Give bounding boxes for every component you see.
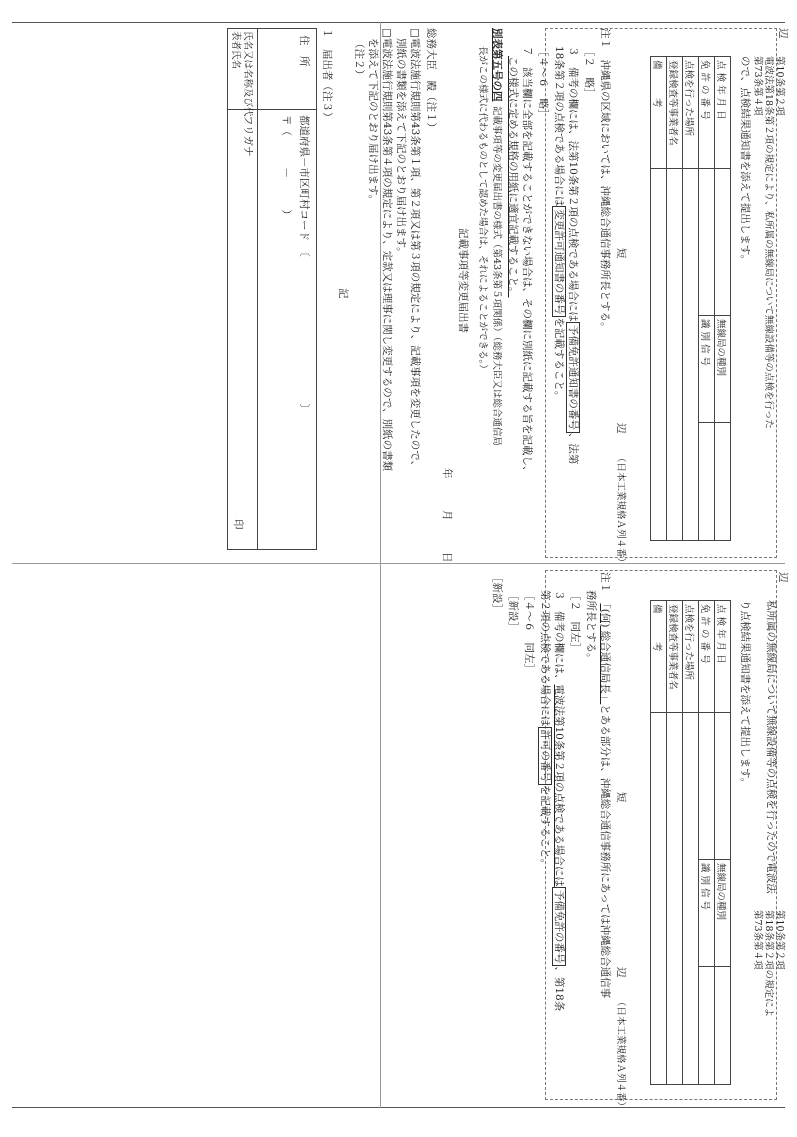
lower-note-3-cont xyxy=(538,590,551,869)
upper-note-3-b: 予備免許通知書の番号 xyxy=(566,322,580,433)
furigana-label: フリガナ xyxy=(242,115,254,157)
form4-heading: 記載事項等変更届出書 xyxy=(457,228,469,333)
upper-note-3-f: を記載すること。 xyxy=(553,317,565,402)
lower-note-1 xyxy=(598,572,611,998)
table-cell: 免 許 の 番 号 xyxy=(699,601,715,713)
table-cell: 登録検査等事業者名 xyxy=(667,601,683,713)
table-row xyxy=(699,57,715,541)
upper-note-4: ［４～６ 略］ xyxy=(537,46,549,120)
lower-note-4: ［４～６ 同左］ xyxy=(523,590,535,674)
form4-note-2: （注２） xyxy=(353,38,365,80)
table-cell xyxy=(699,967,715,1085)
applicant-table xyxy=(227,28,317,550)
upper-short-side: 短 xyxy=(615,248,627,259)
table-row xyxy=(715,57,731,541)
form4-check-1b: 別紙の書類を添えて下記のとおり届け出ます。 xyxy=(395,38,407,258)
table-cell xyxy=(651,169,667,541)
lower-intro-cont: り点検結果通知書を添えて提出します。 xyxy=(739,600,751,789)
seal-mark: 印 xyxy=(232,519,244,530)
upper-form xyxy=(17,28,787,593)
table-cell xyxy=(715,169,731,316)
lower-note-3-b: 電波法第10条第２項の点検である場合には xyxy=(553,684,565,887)
table-row xyxy=(667,601,683,1085)
table-cell: 登録検査等事業者名 xyxy=(667,57,683,169)
table-cell xyxy=(651,713,667,1085)
form4-check-1: □電波法施行規則第43条第１項、第２項又は第３項の規定により、記載事項を変更したので、 xyxy=(409,28,421,472)
upper-long-side-top: 辺 xyxy=(777,28,789,39)
table-cell xyxy=(667,713,683,1085)
upper-jis: （日本工業規格Ａ列４番） xyxy=(615,453,626,568)
table-cell: 点 検 年 月 日 xyxy=(715,601,731,713)
address-label: 住 所 xyxy=(298,35,310,67)
table-cell: 点 検 年 月 日 xyxy=(715,57,731,169)
postal-code: 〒（ － ） xyxy=(280,115,292,220)
table-cell xyxy=(715,423,731,541)
form4-subtitle-2: 長がこの様式に代わるものとして認めた場合は、それによることができる。） xyxy=(477,46,488,374)
upper-note-7: ７ 該当欄に全部を記載することができない場合は、その欄に別紙に記載する旨を記載し、 xyxy=(521,46,533,477)
table-cell: 無線局の種別 xyxy=(715,860,731,967)
table-cell xyxy=(683,169,699,541)
top-rule xyxy=(12,22,785,23)
upper-note-3-e: 変更許可通知書の番号 xyxy=(552,206,566,317)
lower-new-1: ［新設］ xyxy=(507,590,519,632)
form4-date: 年 月 日 xyxy=(441,468,453,563)
lower-note-3-f: 許可の番号 xyxy=(538,727,552,786)
pref-code: 都道府県－市区町村コード 〔 〕 xyxy=(298,115,310,415)
table-cell: 免 許 の 番 号 xyxy=(699,57,715,169)
upper-note-3-a: ３ 備考の欄には、法第10条第２項の点検である場合には xyxy=(567,46,579,322)
lower-intro: 私所属の無線局について無線設備等の点検を行ったので電波法 xyxy=(765,600,777,894)
table-cell: 識 別 信 号 xyxy=(699,316,715,423)
lower-note-3-g: を記載すること。 xyxy=(539,785,551,869)
upper-note-3 xyxy=(566,46,579,464)
table-cell xyxy=(715,713,731,860)
lower-form xyxy=(17,572,787,1137)
table-cell xyxy=(699,423,715,541)
upper-note-3-c: 、法第 xyxy=(567,432,579,465)
form4-item-1: １ 届出者（注３） xyxy=(321,28,333,123)
upper-note-7-cont: この様式に定める規格の用紙に適宜記載すること。 xyxy=(507,56,519,298)
table-cell xyxy=(667,169,683,541)
form4-check-2b: を添えて下記のとおり届け出ます。 xyxy=(367,38,379,206)
name-label-1: 氏名又は名称及び代 xyxy=(242,31,253,117)
table-cell: 点検を行った場所 xyxy=(683,601,699,713)
lower-check-table xyxy=(650,600,731,1085)
lower-long-side-top: 辺 xyxy=(777,572,789,583)
lower-note-3-d: 、第18条 xyxy=(553,966,565,1012)
lower-note-3 xyxy=(552,590,565,1011)
lower-note-3-a: ３ 備考の欄には、 xyxy=(553,590,565,685)
table-cell xyxy=(683,713,699,1085)
table-row xyxy=(683,57,699,541)
lower-note-3-e: 第２項の点検である場合には xyxy=(539,590,551,727)
upper-intro-law: 第10条第２項 電波法第18条第２項の規定により、私所属の無線局について無線設備等の点検を行った 第73条第４項 xyxy=(752,56,785,429)
table-row xyxy=(651,601,667,1085)
name-label-2: 表者氏名 xyxy=(230,31,241,70)
upper-note-2: ［２ 略］ xyxy=(583,46,595,99)
form4-ki: 記 xyxy=(337,288,349,299)
form4-minister: 総務大臣 殿（注１） xyxy=(425,28,437,133)
lower-note-1-c: とある部分は、沖縄総合通信事務所にあっては沖縄総合通信事 xyxy=(599,704,611,999)
table-cell: 点検を行った場所 xyxy=(683,57,699,169)
lower-new-2: ［新設］ xyxy=(491,572,503,614)
upper-note-1: 注１ 沖縄県の区域においては、沖縄総合通信事務所長とする。 xyxy=(599,28,611,333)
table-cell: 備 考 xyxy=(651,601,667,713)
table-cell: 備 考 xyxy=(651,57,667,169)
form4-title: 別表第五号の四 xyxy=(491,28,503,102)
table-cell: 識 別 信 号 xyxy=(699,860,715,967)
lower-note-3-c: 予備免許の番号 xyxy=(552,887,566,967)
lower-jis: （日本工業規格Ａ列４番） xyxy=(615,997,626,1112)
form4-subtitle: 記載事項等の変更届出書の様式（第43条第５項関係）（総務大臣又は総合通信局 xyxy=(491,106,502,446)
table-cell xyxy=(715,967,731,1085)
lower-intro-law: 第10条第２項 第18条第２項の規定によ 第73条第４項 xyxy=(752,910,785,1018)
lower-note-1-d: 務所長とする。 xyxy=(585,590,597,664)
table-row xyxy=(715,601,731,1085)
table-row xyxy=(667,57,683,541)
table-cell xyxy=(699,169,715,316)
lower-note-1-a: 注１ xyxy=(599,572,611,593)
lower-note-1-b: 「(何) 総合通信局長」 xyxy=(599,603,611,705)
upper-long-side: 辺 xyxy=(615,423,627,434)
table-cell: 無線局の種別 xyxy=(715,316,731,423)
lower-long-side: 辺 xyxy=(615,967,627,978)
lower-short-side: 短 xyxy=(615,792,627,803)
table-row xyxy=(699,601,715,1085)
form4-check-2: □電波法施行規則第43条第４項の規定により、定款又は理事に関し変更するので、別紙の書類 xyxy=(381,28,393,472)
table-row xyxy=(651,57,667,541)
table-cell xyxy=(699,713,715,860)
table-row xyxy=(683,601,699,1085)
upper-note-3-d: 18条第２項の点検である場合には xyxy=(553,46,565,207)
upper-intro-cont: ので、点検結果通知書を添えて提出します。 xyxy=(739,56,751,265)
upper-check-table xyxy=(650,56,731,541)
upper-note-3-cont xyxy=(552,46,565,401)
lower-note-2: ［２ 同左］ xyxy=(569,590,581,653)
